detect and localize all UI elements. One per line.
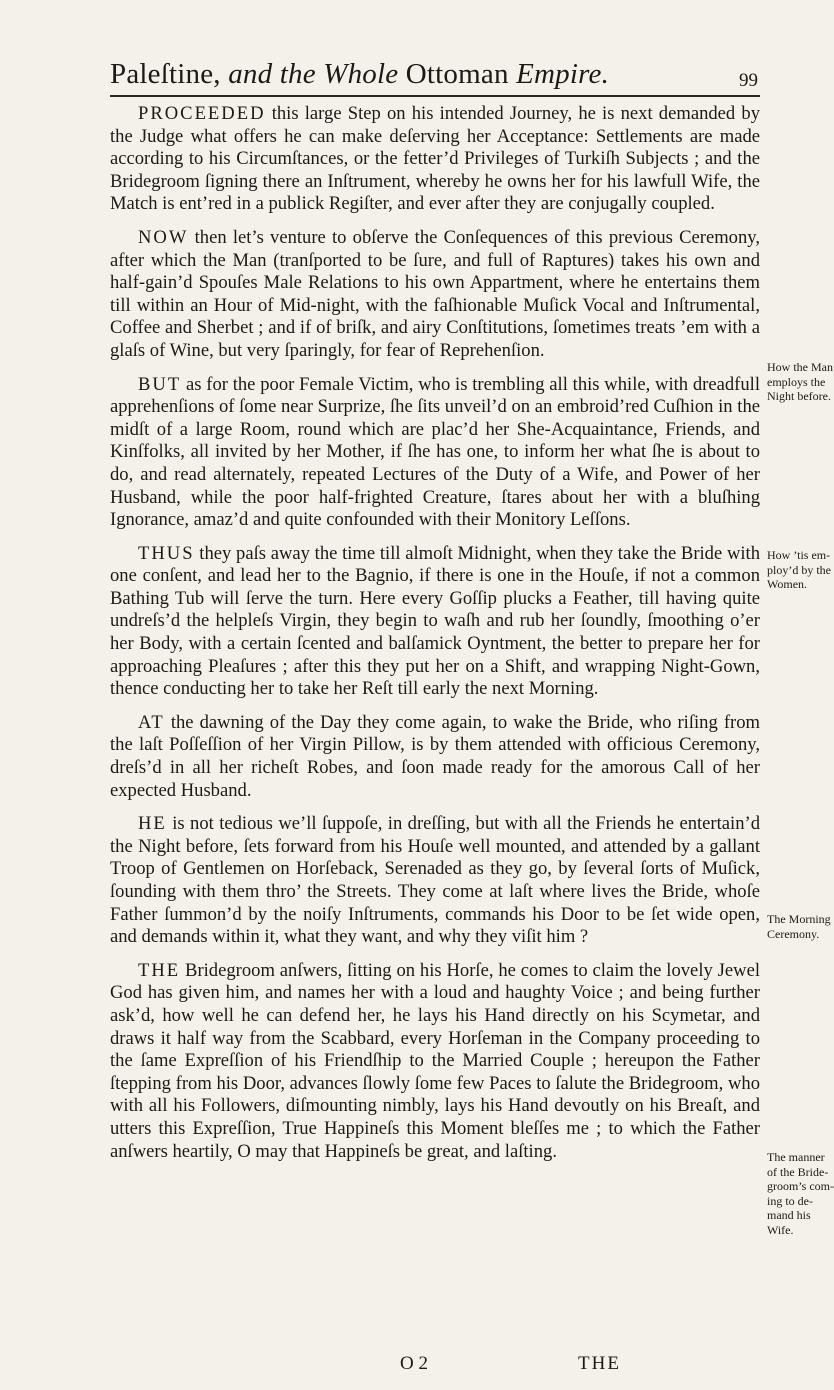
paragraph-lead: HE bbox=[138, 813, 167, 835]
paragraph-lead: NOW bbox=[138, 226, 189, 248]
paragraph-text: the dawning of the Day they come again, to wake the Bride, who riſing from the laſt Poſſeſſion of her Virgin Pillow, is by them attended with officious Ceremony, dreſs’d in all her richeſt Robes, and ſoon made ready for the amorous Call of her expected Husband. bbox=[110, 711, 760, 801]
marginal-line: of the Bride- bbox=[767, 1164, 829, 1179]
marginal-line: groom’s com- bbox=[767, 1179, 834, 1193]
header-rule bbox=[110, 95, 760, 97]
paragraph-text: as for the poor Female Victim, who is trembling all this while, with dreadfull apprehenſions of ſome near Surprize, ſhe ſits unveil’d on an embroid’red Cuſhion in the midſt of a large Room, round which are plac’d her She-Acquaintance, Friends, and Kinſfolks, all invited by her Mother, if ſhe has one, to inform her what ſhe is about to do, and read alternately, repeated Lectures of the Duty of a Wife, and Power of her Husband, while the poor half-frighted Creature, ſtares about her with a bluſhing Ignorance, amaz’d and quite confounded with their Monitory Leſſons. bbox=[110, 373, 760, 531]
paragraph-text: then let’s venture to obſerve the Conſequences of this previous Ceremony, after which the Man (tranſported to be ſure, and full of Raptures) takes his own and half-gain’d Spouſes Male Relations to his own Appartment, where he entertains them till within an Hour of Mid-night, with the faſhionable Muſick Vocal and Inſtrumental, Coffee and Sherbet ; and if of briſk, and airy Conſtitutions, ſometimes treats ’em with a glaſs of Wine, but very ſparingly, for fear of Reprehenſion. bbox=[110, 226, 760, 361]
signature-mark: O 2 bbox=[400, 1353, 428, 1374]
marginal-note-morning bbox=[767, 912, 831, 941]
marginal-line: Women. bbox=[767, 577, 808, 591]
paragraph-proceeded bbox=[110, 103, 760, 216]
paragraph-the bbox=[110, 960, 760, 1163]
running-header bbox=[110, 58, 758, 98]
page-footer bbox=[110, 1353, 760, 1379]
paragraph-text: is not tedious we’ll ſuppoſe, in dreſſing, but with all the Friends he entertain’d the Night before, ſets forward from his Houſe well mounted, and attended by a gallant Troop of Gentlemen on Horſeback, Serenaded as they go, by ſeveral ſorts of Muſick, ſounding with them thro’ the Streets. They come at laſt where lives the Bride, whoſe Father ſummon’d by the noiſy Inſtruments, commands his Door to be ſet wide open, and demands within it, what they want, and why they viſit him ? bbox=[110, 813, 760, 948]
marginal-line: ing to de- bbox=[767, 1193, 813, 1208]
title-part-3: Ottoman bbox=[405, 58, 509, 90]
paragraph-at bbox=[110, 712, 760, 802]
paragraph-lead: AT bbox=[138, 711, 165, 733]
paragraph-lead: PROCEEDED bbox=[138, 103, 266, 124]
catchword: THE bbox=[578, 1353, 621, 1374]
title-part-4: Empire. bbox=[516, 58, 610, 90]
paragraph-text: Bridegroom anſwers, ſitting on his Horſe, he comes to claim the lovely Jewel God has given him, and names her with a loud and haughty Voice ; and being further ask’d, how well he can defend her, he lays his Hand directly on his Scymetar, and draws it half way from the Scabbard, every Horſeman in the Company proceeding to the ſame Expreſſion of his Friendſhip to the Married Couple ; hereupon the Father ſtepping from his Door, advances ſlowly ſome few Paces to ſalute the Bridegroom, who with all his Followers, diſmounting nimbly, lays his Hand devoutly on his Breaſt, and utters this Expreſſion, True Happineſs this Moment bleſſes me ; to which the Father anſwers heartily, O may that Happineſs be great, and laſting. bbox=[110, 959, 760, 1162]
marginal-line: The Morning bbox=[767, 912, 831, 926]
marginal-line: How ’tis em- bbox=[767, 548, 831, 562]
paragraph-lead: BUT bbox=[138, 373, 182, 395]
marginal-line: ploy’d by the bbox=[767, 562, 831, 577]
marginal-note-bridegroom bbox=[767, 1150, 834, 1237]
title-part-2: and the Whole bbox=[228, 58, 399, 90]
marginal-line: Ceremony. bbox=[767, 926, 820, 941]
paragraph-now bbox=[110, 227, 760, 363]
marginal-line: employs the bbox=[767, 374, 826, 389]
paragraph-lead: THE bbox=[138, 959, 181, 981]
paragraph-text: they paſs away the time till almoſt Midnight, when they take the Bride with one conſent, and lead her to the Bagnio, if there is one in the Houſe, if not a common Bathing Tub will ſerve the turn. Here every Goſſip plucks a Feather, till having quite undreſs’d the helpleſs Virgin, they begin to waſh and rub her ſoundly, ſmoothing o’er her Body, with a certain ſcented and balſamick Oyntment, the better to prepare her for approaching Pleaſures ; after this they put her on a Shift, and wrapping Night-Gown, thence conducting her to take her Reſt till early the next Morning. bbox=[110, 542, 761, 700]
running-title bbox=[110, 58, 609, 91]
text-block bbox=[110, 103, 760, 1174]
marginal-note-women bbox=[767, 548, 831, 592]
marginal-note-night-before bbox=[767, 360, 833, 404]
marginal-line: Night before. bbox=[767, 389, 831, 403]
paragraph-thus bbox=[110, 543, 760, 701]
marginal-line: The manner bbox=[767, 1150, 825, 1164]
paragraph-but bbox=[110, 374, 760, 532]
paragraph-lead: THUS bbox=[138, 542, 195, 564]
page-number: 99 bbox=[739, 70, 758, 91]
paragraph-he bbox=[110, 813, 760, 949]
title-part-1: Paleſtine, bbox=[110, 58, 221, 90]
marginal-line: mand his bbox=[767, 1208, 811, 1222]
marginal-line: How the Man bbox=[767, 360, 833, 374]
paragraph-text: this large Step on his intended Journey, he is next demanded by the Judge what offers he can make deſerving her Acceptance: Settlements are made according to his Circumſtances, or the fetter’d Privileges of Turkiſh Subjects ; and the Bridegroom ſigning there an Inſtrument, whereby he owns her for his lawfull Wife, the Match is ent’red in a publick Regiſter, and ever after they are conjugally coupled. bbox=[110, 103, 760, 215]
marginal-line: Wife. bbox=[767, 1222, 794, 1237]
